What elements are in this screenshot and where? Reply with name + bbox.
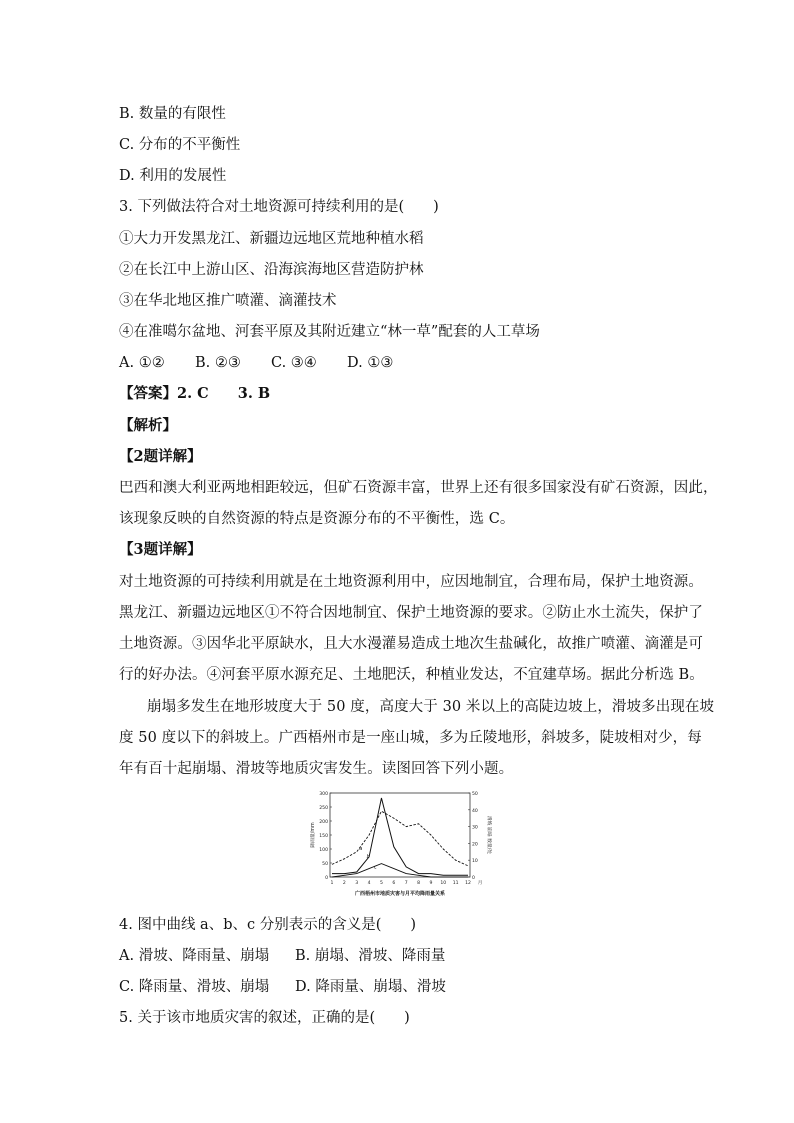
right-axis-tick-label: 10 — [472, 859, 478, 865]
series-line-b — [332, 798, 468, 875]
q4-option-a: A. 滑坡、降雨量、崩塌 — [119, 948, 270, 964]
q4-options-ab — [119, 946, 445, 966]
q1-option-d: D. 利用的发展性 — [119, 168, 227, 184]
left-axis-tick-label: 100 — [319, 848, 328, 853]
detail-3-text-4: 行的好办法。④河套平原水源充足、土地肥沃，种植业发达，不宜建草场。据此分析选 B。 — [119, 667, 704, 683]
q3-item-3: ③在华北地区推广喷灌、滴灌技术 — [119, 293, 337, 309]
q3-option-c: C. ③④ — [271, 355, 317, 371]
detail-3-text-1: 对土地资源的可持续利用就是在土地资源利用中，应因地制宜，合理布局，保护土地资源。 — [119, 574, 703, 590]
x-axis-tick-label: 9 — [429, 881, 433, 886]
q3-option-d: D. ①③ — [347, 355, 394, 371]
q3-item-4: ④在准噶尔盆地、河套平原及其附近建立“林一草”配套的人工草场 — [119, 324, 540, 340]
plot-frame — [330, 793, 470, 877]
intro-text-1: 崩塌多发生在地形坡度大于 50 度，高度大于 30 米以上的高陡边坡上，滑坡多出现在坡 — [147, 699, 715, 715]
detail-3-text-2: 黑龙江、新疆边远地区①不符合因地制宜、保护土地资源的要求。②防止水土流失，保护了 — [119, 605, 703, 621]
left-axis-tick-label: 150 — [319, 834, 328, 839]
intro-text-2: 度 50 度以下的斜坡上。广西梧州市是一座山城，多为丘陵地形，斜坡多，陡坡相对少，每 — [119, 730, 702, 746]
left-axis-tick-label: 200 — [319, 820, 328, 825]
x-axis-tick-label: 11 — [452, 881, 459, 886]
detail-2-text-1: 巴西和澳大利亚两地相距较远，但矿石资源丰富，世界上还有很多国家没有矿石资源，因此， — [119, 480, 718, 496]
detail-3-text-3: 土地资源。③因华北平原缺水，且大水漫灌易造成土地次生盐碱化，故推广喷灌、滴灌是可 — [119, 636, 703, 652]
left-axis-tick-label: 300 — [319, 792, 328, 797]
q5-stem: 5. 关于该市地质灾害的叙述，正确的是( ) — [119, 1010, 410, 1026]
series-label-c: c — [374, 864, 377, 871]
left-axis-tick-label: 50 — [322, 862, 328, 867]
x-axis-tick-label: 10 — [440, 881, 447, 886]
q4-option-c: C. 降雨量、滑坡、崩塌 — [119, 979, 270, 995]
q1-option-b: B. 数量的有限性 — [119, 106, 226, 122]
x-axis-tick-label: 7 — [404, 881, 408, 886]
series-label-b: b — [366, 853, 370, 860]
x-axis-tick-label: 2 — [342, 881, 346, 886]
q4-stem: 4. 图中曲线 a、b、c 分别表示的含义是( ) — [119, 917, 417, 933]
intro-text-3: 年有百十起崩塌、滑坡等地质灾害发生。读图回答下列小题。 — [119, 761, 514, 777]
x-axis-tick-label: 6 — [392, 881, 396, 886]
q3-item-1: ①大力开发黑龙江、新疆边远地区荒地种植水稻 — [119, 231, 424, 247]
q1-option-c: C. 分布的不平衡性 — [119, 137, 241, 153]
x-axis-tick-label: 5 — [379, 881, 383, 886]
right-axis-tick-label: 50 — [472, 792, 478, 797]
detail-3-heading: 【3题详解】 — [119, 541, 202, 558]
q4-option-d: D. 降雨量、崩塌、滑坡 — [295, 979, 446, 995]
q3-stem: 3. 下列做法符合对土地资源可持续利用的是( ) — [119, 199, 439, 215]
q3-option-b: B. ②③ — [195, 355, 241, 371]
q3-options — [119, 353, 393, 373]
detail-2-text-2: 该现象反映的自然资源的特点是资源分布的不平衡性，选 C。 — [119, 511, 515, 527]
detail-2-heading: 【2题详解】 — [119, 448, 202, 465]
q3-item-2: ②在长江中上游山区、沿海滨海地区营造防护林 — [119, 262, 424, 278]
q3-option-a: A. ①② — [119, 355, 165, 371]
right-axis-tick-label: 20 — [472, 842, 478, 848]
q4-option-b: B. 崩塌、滑坡、降雨量 — [295, 948, 446, 964]
x-axis-tick-label: 4 — [367, 881, 371, 886]
answer-line: 【答案】2. C 3. B — [119, 385, 271, 402]
x-axis-tick-label: 3 — [355, 881, 359, 886]
series-label-a: a — [359, 845, 363, 852]
q4-options-cd — [119, 977, 446, 997]
analysis-heading: 【解析】 — [119, 417, 177, 434]
right-axis-tick-label: 30 — [472, 825, 478, 831]
x-axis-tick-label: 12 — [465, 881, 471, 886]
left-axis-tick-label: 0 — [325, 876, 328, 881]
x-axis-tick-label: 1 — [330, 881, 334, 886]
right-axis-tick-label: 40 — [472, 808, 478, 814]
left-axis-tick-label: 250 — [319, 806, 328, 811]
right-axis-label: 滑坡 崩塌 数量/处 — [486, 815, 491, 855]
right-axis-tick-label: 0 — [472, 876, 475, 881]
disaster-rainfall-chart — [306, 787, 496, 899]
x-axis-tick-label: 8 — [417, 881, 421, 886]
x-axis-label: 月 — [477, 881, 483, 886]
chart-title: 广西梧州市地质灾害与月平均降雨量关系 — [354, 891, 446, 897]
left-axis-label: 降雨量/mm — [311, 822, 316, 848]
